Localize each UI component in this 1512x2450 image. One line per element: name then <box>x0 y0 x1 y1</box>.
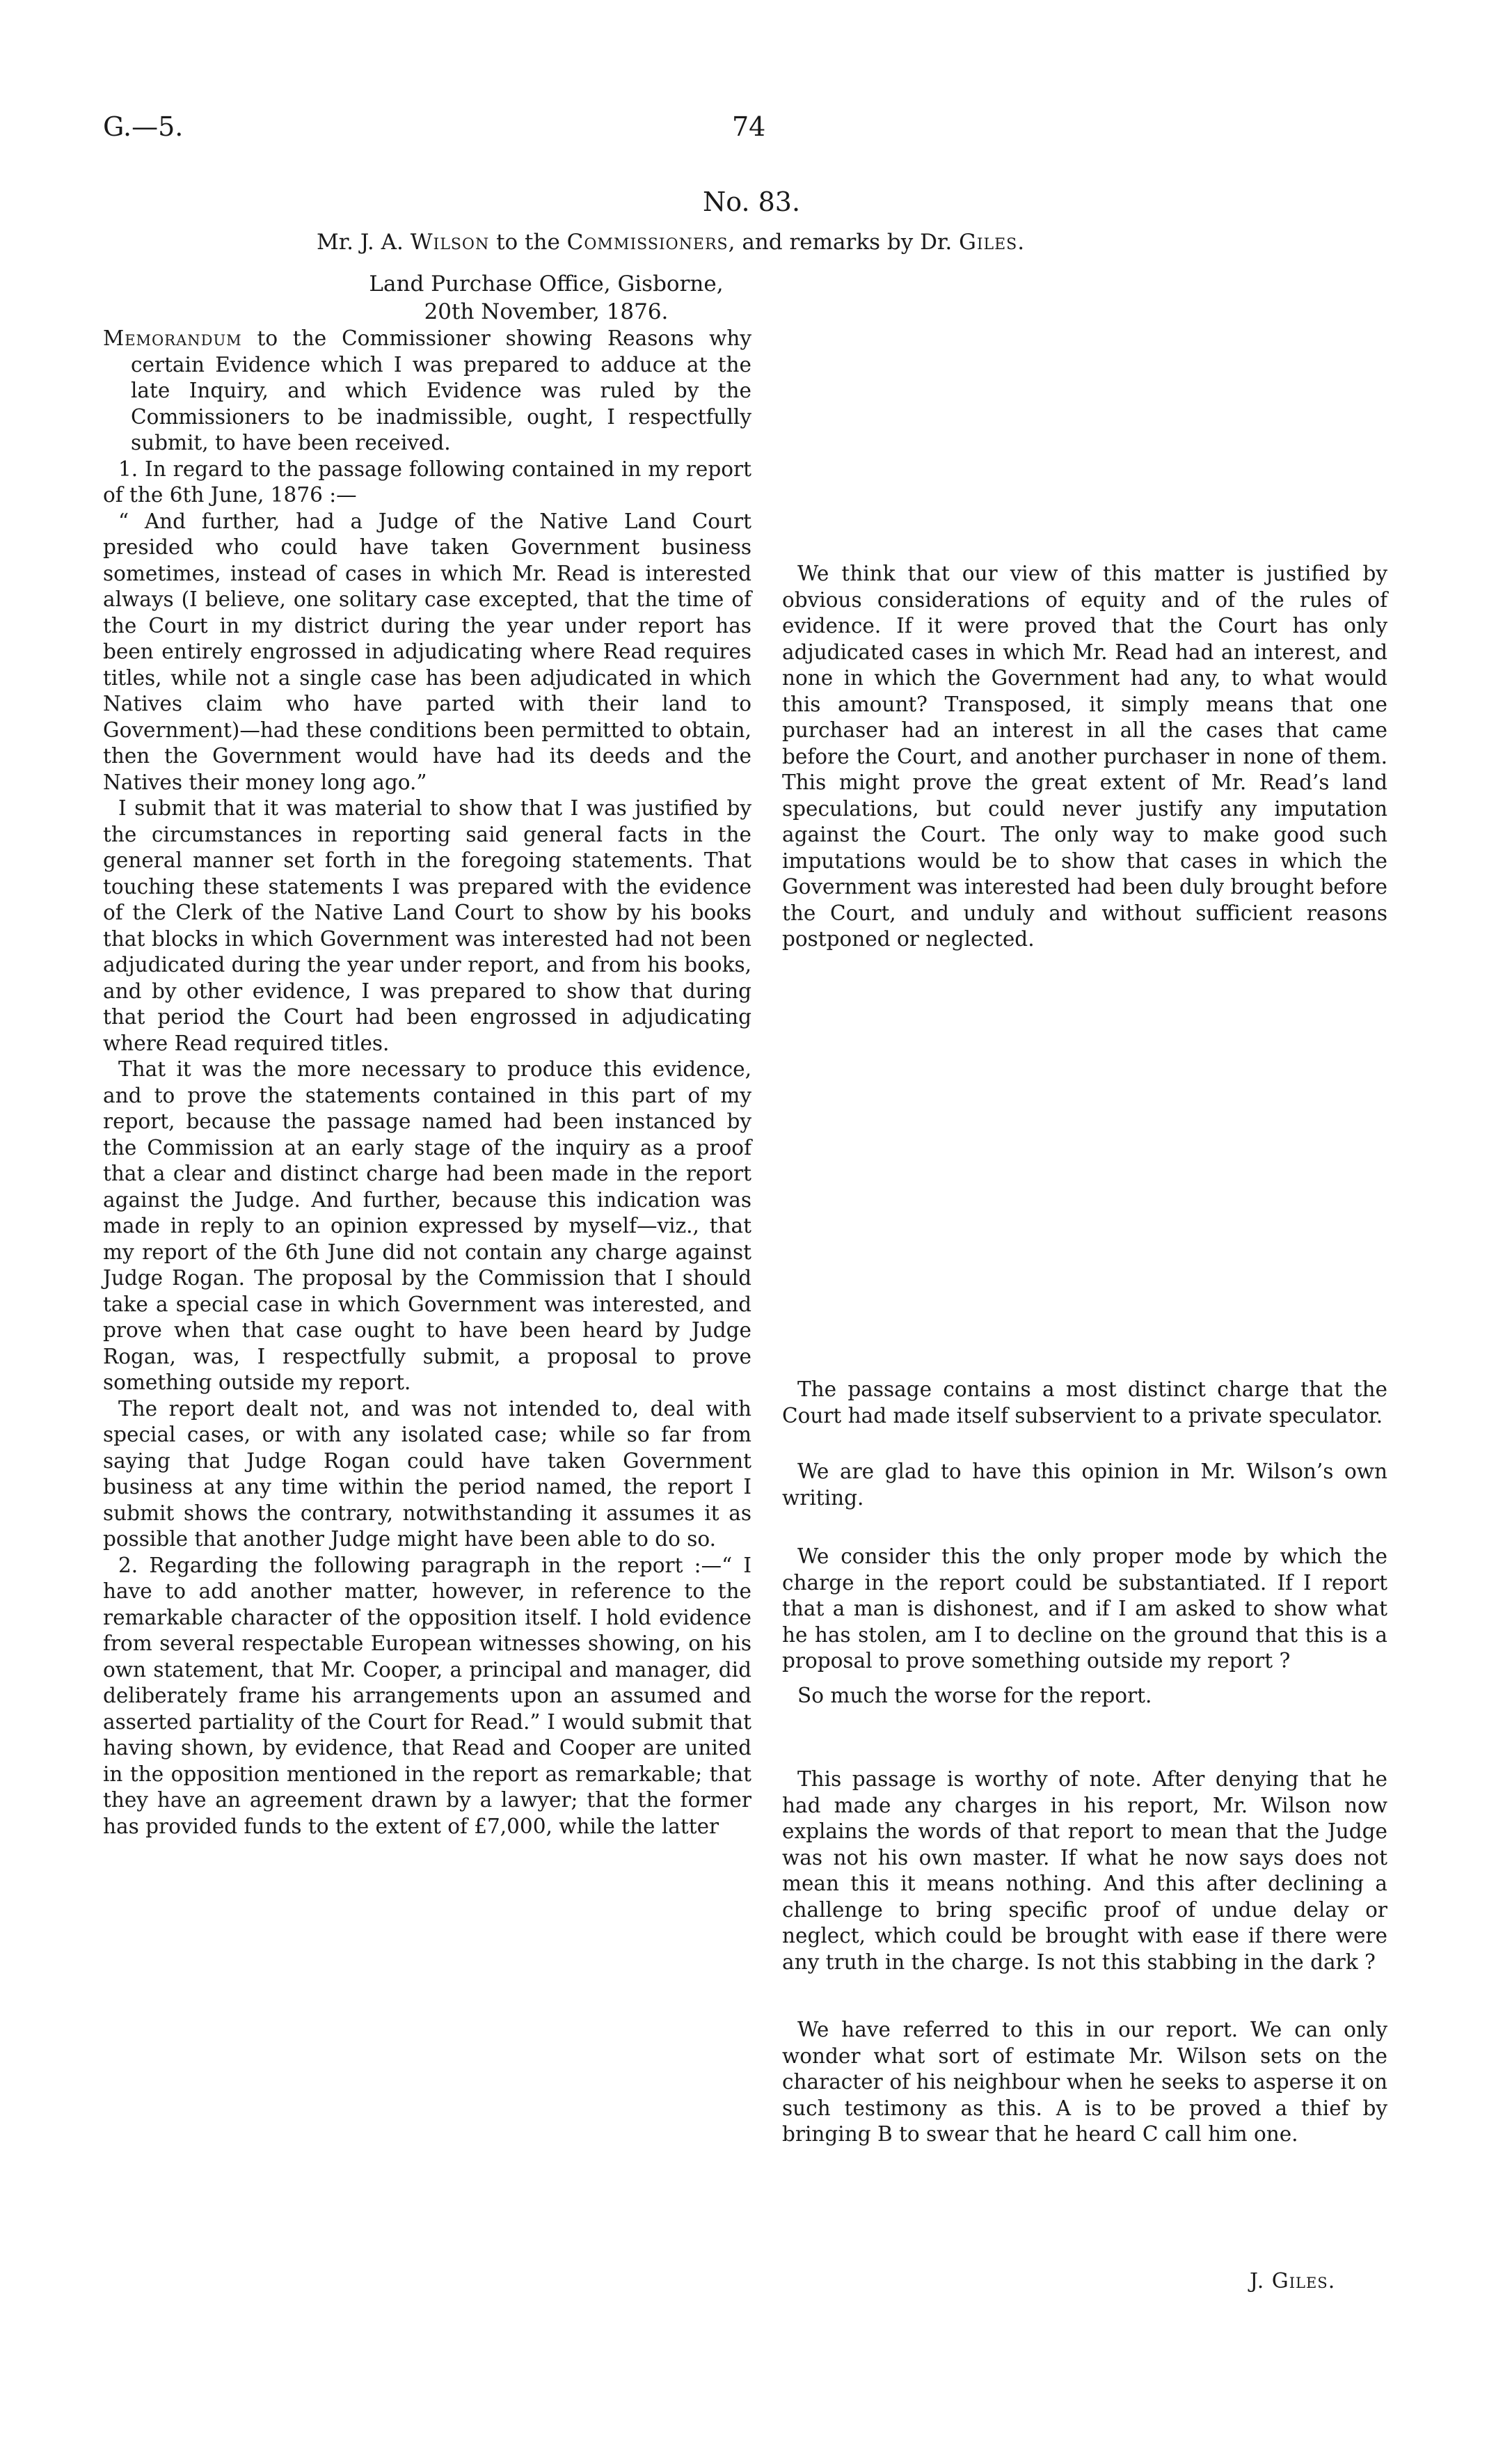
date-line: 20th November, 1876. <box>424 299 669 324</box>
subheading-to: to the <box>489 230 567 255</box>
remark-4: We consider this the only proper mode by which the charge in the report could be substantiated. If I report that a man is dishonest, and if I am asked to show what he has stolen, am I to decline on the ground that this is a proposal to prove something outside my report ? <box>782 1544 1387 1673</box>
left-paragraph-5: The report dealt not, and was not intended to, deal with special cases, or with any isolated case; while so far from saying that Judge Rogan could have taken Government business at any time within the period named, the report I submit shows the contrary, notwithstanding it assumes it as possible that another Judge might have been able to do so. <box>103 1396 751 1551</box>
left-paragraph-6: 2. Regarding the following paragraph in the report :—“ I have to add another matter, however, in reference to the remarkable character of the opposition itself. I hold evidence from several respectable European witnesses showing, on his own statement, that Mr. Cooper, a principal and manager, did deliberately frame his arrangements upon an assumed and asserted partiality of the Court for Read.” I would submit that having shown, by evidence, that Read and Cooper are united in the opposition mentioned in the report as remarkable; that they have an agreement drawn by a lawyer; that the former has provided funds to the extent of £7,000, while the latter <box>103 1553 751 1838</box>
document-subheading <box>317 230 1024 255</box>
signature: J. Giles. <box>1250 2269 1336 2293</box>
address-block <box>244 270 849 326</box>
memorandum-title: Memorandum <box>103 326 242 350</box>
memorandum-paragraph <box>103 326 751 457</box>
left-column <box>103 326 751 1840</box>
subheading-lead: Mr. J. A. <box>317 230 411 255</box>
office-line: Land Purchase Office, Gisborne, <box>369 271 724 297</box>
author-name: Wilson <box>410 230 490 255</box>
memorandum-text: to the Commissioner showing Reasons why certain Evidence which I was prepared to adduce at the late Inquiry, and which Evidence was ruled by the Commissioners to be inadmissible, ought, I respectfully submit, to have been received. <box>131 326 751 455</box>
remark-7: We have referred to this in our report. We can only wonder what sort of estimate Mr. Wilson sets on the character of his neighbour when he seeks to asperse it on such testimony as this. A is to be proved a thief by bringing B to swear that he heard C call him one. <box>782 2018 1387 2146</box>
subheading-remarks: , and remarks by Dr. <box>728 230 960 255</box>
remarks-author: Giles <box>959 230 1018 255</box>
series-code: G.—5. <box>103 111 184 142</box>
remark-1: We think that our view of this matter is justified by obvious considerations of equity and of the rules of evidence. If it were proved that the Court has only adjudicated cases in which Mr. Read had an interest, and none in which the Government had any, to what would this amount? Transposed, it simply means that one purchaser had an interest in all the cases that came before the Court, and another purchaser in none of them. This might prove the great extent of Mr. Read’s land speculations, but could never justify any imputation against the Court. The only way to make good such imputations would be to show that cases in which the Government was interested had been duly brought before the Court, and unduly and without sufficient reasons postponed or neglected. <box>782 562 1387 951</box>
recipient-name: Commissioners <box>566 230 729 255</box>
remark-6: This passage is worthy of note. After denying that he had made any charges in his report, Mr. Wilson now explains the words of that report to mean that the Judge was not his own master. If what he now says does not mean this it means nothing. And this after declining a challenge to bring specific proof of undue delay or neglect, which could be brought with ease if there were any truth in the charge. Is not this stabbing in the dark ? <box>782 1767 1387 1974</box>
left-paragraph-1: 1. In regard to the passage following contained in my report of the 6th June, 1876 :— <box>103 457 751 507</box>
left-paragraph-4: That it was the more necessary to produce this evidence, and to prove the statements contained in this part of my report, because the passage named had been instanced by the Commission at an early stage of the inquiry as a proof that a clear and distinct charge had been made in the report against the Judge. And further, because this indication was made in reply to an opinion expressed by myself—viz., that my report of the 6th June did not contain any charge against Judge Rogan. The proposal by the Commission that I should take a special case in which Government was interested, and prove when that case ought to have been heard by Judge Rogan, was, I respectfully submit, a proposal to prove something outside my report. <box>103 1057 751 1394</box>
remark-3: We are glad to have this opinion in Mr. Wilson’s own writing. <box>782 1460 1387 1510</box>
document-number: No. 83. <box>703 187 801 217</box>
left-paragraph-3: I submit that it was material to show that I was justified by the circumstances in reporting said general facts in the general manner set forth in the foregoing statements. That touching these statements I was prepared with the evidence of the Clerk of the Native Land Court to show by his books that blocks in which Government was interested had not been adjudicated during the year under report, and from his books, and by other evidence, I was prepared to show that during that period the Court had been engrossed in adjudicating where Read required titles. <box>103 796 751 1055</box>
subheading-end: . <box>1017 230 1025 255</box>
remark-5: So much the worse for the report. <box>797 1684 1152 1707</box>
remark-2: The passage contains a most distinct charge that the Court had made itself subservient to a private speculator. <box>782 1377 1387 1428</box>
left-paragraph-2: “ And further, had a Judge of the Native Land Court presided who could have taken Government business sometimes, instead of cases in which Mr. Read is interested always (I believe, one solitary case excepted, that the time of the Court in my district during the year under report has been entirely engrossed in adjudicating where Read requires titles, while not a single case has been adjudicated in which Natives claim who have parted with their land to Government)—had these conditions been permitted to obtain, then the Government would have had its deeds and the Natives their money long ago.” <box>103 509 751 794</box>
page-number: 74 <box>732 111 766 142</box>
